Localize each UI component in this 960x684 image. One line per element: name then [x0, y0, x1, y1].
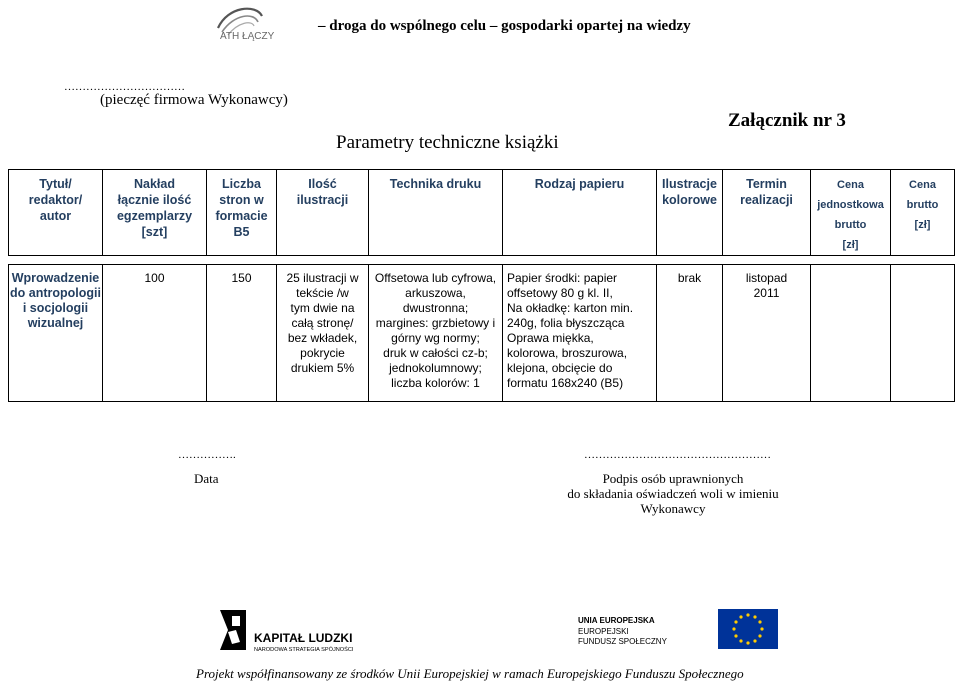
header-tagline: – droga do wspólnego celu – gospodarki opartej na wiedzy	[318, 18, 691, 34]
parameters-table	[8, 169, 955, 402]
kl-subtitle: NARODOWA STRATEGIA SPÓJNOŚCI	[254, 647, 354, 652]
stamp-dots: ……………………………	[64, 81, 185, 93]
header-paper-type: Rodzaj papieru	[503, 170, 657, 256]
eu-flag-logo	[568, 605, 808, 651]
signature-dots: ……………………………………………	[584, 449, 771, 461]
cell-title: Wprowadzenie do antropologii i socjologii wizualnej	[9, 265, 103, 402]
table-row	[9, 265, 955, 402]
footer-cofinancing-note: Projekt współfinansowany ze środków Unii Europejskiej w ramach Europejskiego Funduszu Społecznego	[196, 666, 744, 681]
cell-illustrations: 25 ilustracji w tekście /w tym dwie na całą stronę/ bez wkładek, pokrycie drukiem 5%	[277, 265, 369, 402]
document-title: Parametry techniczne książki	[336, 132, 559, 153]
cell-color-illustrations: brak	[657, 265, 723, 402]
cell-total-price	[891, 265, 955, 402]
cell-quantity: 100	[103, 265, 207, 402]
eu-line3: FUNDUSZ SPOŁECZNY	[578, 637, 667, 646]
eu-line2: EUROPEJSKI	[578, 627, 629, 636]
signature-label: Podpis osób uprawnionych do składania oświadczeń woli w imieniu Wykonawcy	[567, 471, 779, 516]
header-total-price: Cena brutto [zł]	[891, 170, 955, 256]
header-color-illustrations: Ilustracje kolorowe	[657, 170, 723, 256]
table-spacer-row	[9, 256, 955, 265]
cell-print-technique: Offsetowa lub cyfrowa, arkuszowa, dwustronna; margines: grzbietowy i górny wg normy; druk w całości cz-b; jednokolumnowy; liczba kolorów: 1	[369, 265, 503, 402]
date-label: Data	[194, 471, 219, 486]
date-dots: …………….	[178, 449, 236, 461]
header-unit-price: Cena jednostkowa brutto [zł]	[811, 170, 891, 256]
header-print-technique: Technika druku	[369, 170, 503, 256]
ath-logo-text: ATH ŁĄCZY	[220, 31, 275, 42]
eu-line1: UNIA EUROPEJSKA	[578, 616, 655, 625]
ath-swirl-icon	[208, 2, 300, 42]
stamp-label: (pieczęć firmowa Wykonawcy)	[100, 92, 288, 108]
eu-efs-logo	[568, 605, 808, 651]
cell-paper-type: Papier środki: papier offsetowy 80 g kl. II, Na okładkę: karton min. 240g, folia błyszcząca Oprawa miękka, kolorowa, broszurowa, klejona, obcięcie do formatu 168x240 (B5)	[503, 265, 657, 402]
kapital-ludzki-emblem-icon	[198, 606, 378, 652]
cell-pages: 150	[207, 265, 277, 402]
table-header-row	[9, 170, 955, 256]
kapital-ludzki-logo	[198, 606, 378, 652]
cell-unit-price	[811, 265, 891, 402]
header-deadline: Termin realizacji	[723, 170, 811, 256]
ath-laczy-logo	[208, 2, 300, 42]
header-title: Tytuł/ redaktor/ autor	[9, 170, 103, 256]
attachment-number: Załącznik nr 3	[728, 110, 846, 131]
header-pages: Liczba stron w formacie B5	[207, 170, 277, 256]
header-quantity: Nakład łącznie ilość egzemplarzy [szt]	[103, 170, 207, 256]
kl-title: KAPITAŁ LUDZKI	[254, 631, 353, 645]
header-illustrations: Ilość ilustracji	[277, 170, 369, 256]
cell-deadline: listopad 2011	[723, 265, 811, 402]
